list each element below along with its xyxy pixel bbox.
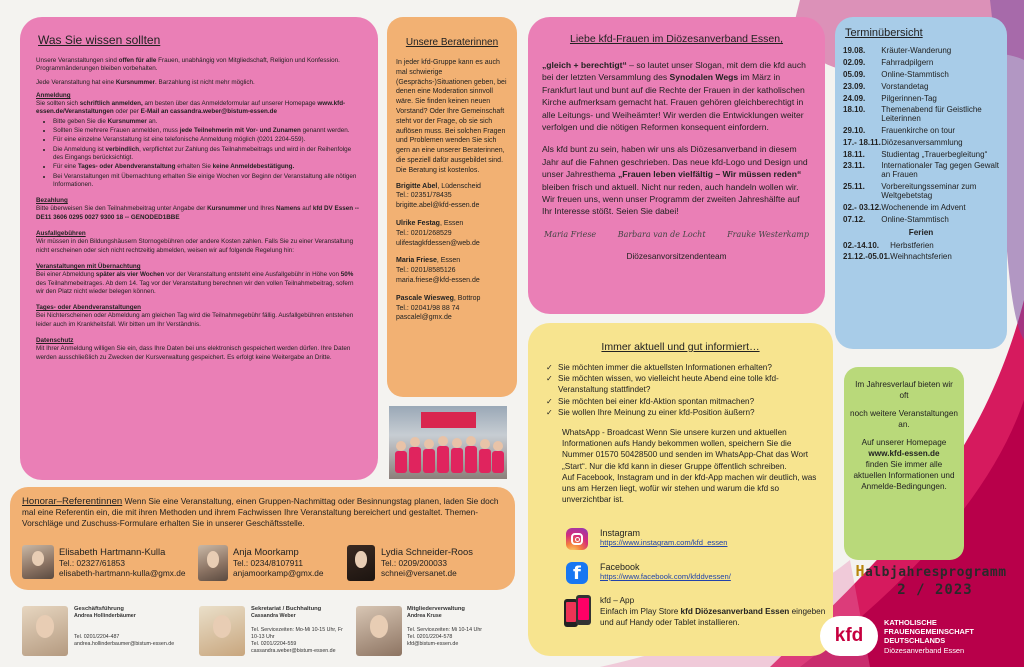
honorar-text: Honorar–Referentinnen Wenn Sie eine Veranstaltung, einen Gruppen-Nachmittag oder Besinnungstag planen, laden Sie doch mal eine Referentin ein, die mit ihren Methoden und ihrem Fachwissen Ihre Veranstaltung bereichert und gestaltet. Themen-Vorschläge und Zuschuss-Formulare erhalten Sie in unserer Geschäftsstelle. [22,496,499,529]
termin-title: Diözesanversammlung [881,137,963,147]
group-photo-figures [389,406,507,479]
info-panel [20,17,378,480]
facebook-icon[interactable]: f [566,562,588,584]
termin-row [843,160,999,181]
termin-date: 18.10. [843,105,866,115]
berater-person: Ulrike Festag, Essen Tel.: 0201/268529 ulifestagkfdessen@web.de [396,219,480,247]
berater-person: Pascale Wiesweg, Bottrop Tel.: 02041/98 88 74 pascalel@gmx.de [396,294,481,322]
signature: Barbara van de Locht [617,229,706,239]
phone-icon [564,595,592,629]
signature: Frauke Westerkamp [727,229,809,239]
ausfall-section: Ausfallgebühren Wir müssen in den Bildungshäusern Stornogebühren oder andere Kosten zahlen. Falls Sie zu einer Veranstaltung nicht erscheinen oder sich nicht rechtzeitig abmelden, weisen wir auf folgende Regelung hin: [36,230,354,254]
avatar [199,606,245,656]
termine-panel [835,17,1007,349]
aktuell-title: Immer aktuell und gut informiert… [601,341,760,353]
ferien-title: Weihnachtsferien [890,252,952,262]
anmeldung-bullet: • Bitte geben Sie die Kursnummer an. [53,118,362,126]
check-item: ✓ Sie möchten wissen, wo vielleicht heute Abend eine tolle kfd-Veranstaltung stattfindet? [546,374,779,395]
avatar [347,545,375,581]
termine-title: Terminübersicht [845,27,923,39]
termin-title: Vorstandetag [881,81,929,91]
termin-title: Frauenkirche on tour [881,126,956,136]
ferien-title: Herbstferien [890,240,934,250]
jahresverlauf-line: finden Sie immer alle aktuellen Informationen und Anmelde-Bedingungen. [853,460,955,491]
homepage-link[interactable]: www.kfd-essen.de [868,449,940,458]
termin-row [843,45,999,57]
termin-title: Kräuter-Wanderung [881,46,952,56]
termin-title: Internationaler Tag gegen Gewalt an Frauen [881,161,999,180]
facebook-link[interactable]: https://www.facebook.com/kfddvessen/ [600,572,731,581]
termin-date: 24.09. [843,93,866,103]
termin-date: 29.10. [843,126,866,136]
letter-panel [528,17,825,314]
letter-title: Liebe kfd-Frauen im Diözesanverband Essen, [569,33,784,45]
ferien-row [843,239,999,251]
termin-title: Wochenende im Advent [881,202,966,212]
staff-card: Geschäftsführung Andrea Hollinderbäumer Tel. 0201/2204-487 andrea.hollinderbaumer@bistum-essen.de [74,606,175,647]
bezahlung-section: Bezahlung Bitte überweisen Sie den Teilnahmebeitrag unter Angabe der Kursnummer und Ihres Namens auf kfd DV Essen -- DE11 3606 0295 0027 9300 18 -- GENODED1BBE [36,197,359,221]
berater-person: Brigitte Abel, Lüdenscheid Tel.: 02351/78435 brigitte.abel@kfd-essen.de [396,182,481,210]
termin-row [843,57,999,69]
letter-signatures [542,230,811,239]
letter-paragraph-1: „gleich + berechtigt“ – so lautet unser Slogan, mit dem die kfd auch bei der letzten Versammlung des Synodalen Wegs im März in Frankfurt laut und bunt auf die Rechte der Frauen in der katholischen Kirche aufmerksam gemacht hat. Frauen gehören gleichberechtigt in alle Leitungs- und Weiheämter! Wir werden die Entwicklungen weiter verfolgen und die nötigen Reformen konsequent einfordern. [542,60,806,133]
letter-team: Diözesanvorsitzendenteam [626,250,727,261]
check-item: ✓ Sie möchten immer die aktuellsten Informationen erhalten? [546,363,772,372]
termin-title: Studientag „Trauerbegleitung“ [881,149,988,159]
signature: Maria Friese [544,229,597,239]
berater-panel [387,17,517,397]
termin-date: 07.12. [843,214,866,224]
social-text: Auf Facebook, Instagram und in der kfd-App machen wir deutlich, was uns am Herzen liegt, wofür wir stehen und warum die kfd so unverzichtbar ist. [562,472,817,505]
termin-date: 19.08. [843,46,866,56]
termin-date: 05.09. [843,69,866,79]
ferien-label: Ferien [908,228,934,238]
termin-row [843,69,999,81]
termin-row [843,104,999,125]
honorar-title: Honorar–Referentinnen [22,496,123,507]
check-item: ✓ Sie wollen Ihre Meinung zu einer kfd-Position äußern? [546,407,755,417]
app-text: Einfach im Play Store kfd Diözesanverband Essen eingeben und auf Handy oder Tablet installieren. [600,607,826,628]
termin-row [843,181,999,202]
jahresverlauf-line: noch weitere Veranstaltungen an. [850,409,958,429]
termin-row [843,92,999,104]
termin-title: Themenabend für Geistliche Leiterinnen [881,105,982,124]
termin-row [843,125,999,137]
letter-paragraph-2: Als kfd bunt zu sein, haben wir uns als Diözesanverband in diesem Jahr auf die Fahnen geschrieben. Das neue kfd-Logo und Design und unser Jahresthema „Frauen leben vielfältig – Wir müssen reden“ bleiben frisch und aktuell. Nicht nur reden, auch handeln wollen wir. Wir freuen uns, wenn unser Programm der zweiten Jahreshälfte auf Ihr Interesse stößt. Seien Sie dabei! [542,144,808,217]
uebernachtung-section: Veranstaltungen mit Übernachtung Bei einer Abmeldung später als vier Wochen vor der Veranstaltung entsteht eine Ausfallgebühr in Höhe von 50% des Teilnahmebeitrages. Ab dem 14. Tag vor der Veranstaltung berechnen wir den vollen Teilnahmebeitrag, sofern wir den Platz nicht wieder belegen können. [36,262,354,295]
instagram-label: Instagram [600,528,641,538]
datenschutz-section: Datenschutz Mit Ihrer Anmeldung willigen Sie ein, dass Ihre Daten bei uns elektronisch gespeichert werden dürfen. Ihre Daten werden ausschließlich zu Zwecken der Kursverwaltung gespeichert. Es erfolgt keine Weitergabe an Dritte. [36,337,351,361]
ferien-table [843,239,999,263]
jahresverlauf-line: Im Jahresverlauf bieten wir oft [855,380,953,400]
ferien-date: 02.-14.10. [843,240,880,250]
termin-title: Online-Stammtisch [881,214,949,224]
instagram-link[interactable]: https://www.instagram.com/kfd_essen [600,538,728,547]
whatsapp-text: WhatsApp - Broadcast Wenn Sie unsere kurzen und aktuellen Informationen aufs Handy bekommen wollen, speichern Sie die Nummer 01570 50428500 und senden im WhatsApp-Chat das Wort „Start“. Nur die kfd kann in dieser Gruppe öffentlich schreiben. [562,428,809,471]
termin-row [843,202,999,214]
berater-title: Unsere Beraterinnen [405,37,499,48]
info-intro: Unsere Veranstaltungen sind offen für alle Frauen, unabhängig von Mitgliedschaft, Religion und Konfession. Programmänderungen bleiben vorbehalten. Jede Veranstaltung hat eine Kursnummer. Barzahlung ist nicht mehr möglich. [36,57,340,86]
facebook-label: Facebook [600,562,640,572]
termin-date: 23.11. [843,161,865,171]
termin-title: Pilgerinnen-Tag [881,93,937,103]
app-label: kfd – App [600,596,635,605]
termin-date: 02.09. [843,58,866,68]
program-year: 2 / 2023 [897,582,973,598]
anmeldung-bullet: • Für eine einzelne Veranstaltung ist eine telefonische Anmeldung möglich (0201 2204-559). [53,136,362,144]
aktuell-panel [528,323,833,656]
termin-date: 18.11. [843,149,865,159]
avatar [22,606,68,656]
termin-row [843,136,999,148]
staff-card: Mitgliederverwaltung Andrea Kruse Tel. Servicezeiten: Mi 10-14 Uhr Tel. 0201/2204-578 kfd@bistum-essen.de [407,606,483,647]
termin-title: Vorbereitungsseminar zum Weltgebetstag [881,182,977,201]
berater-person: Maria Friese, Essen Tel.: 0201/8585126 maria.friese@kfd-essen.de [396,257,480,284]
kfd-logo: kfd [820,616,878,656]
anmeldung-bullet: • Bei Veranstaltungen mit Übernachtung erhalten Sie einige Wochen vor Beginn der Veranstaltung alle nötigen Informationen. [53,173,362,190]
check-item: ✓ Sie möchten bei einer kfd-Aktion spontan mitmachen? [546,396,755,406]
termine-table [843,45,999,225]
termin-date: 25.11. [843,182,865,192]
info-title: Was Sie wissen sollten [38,33,161,47]
group-photo [389,406,507,479]
termin-row [843,213,999,225]
referentin-card: Anja Moorkamp Tel.: 0234/8107911 anjamoorkamp@gmx.de [233,546,324,579]
jahresverlauf-panel [844,367,964,560]
termin-title: Fahrradpilgern [881,58,934,68]
anmeldung-bullet: • Für eine Tages- oder Abendveranstaltung erhalten Sie keine Anmeldebestätigung. [53,163,362,171]
termin-date: 23.09. [843,81,866,91]
avatar [356,606,402,656]
anmeldung-section: Anmeldung Sie sollten sich schriftlich anmelden, am besten über das Anmeldeformular auf unserer Homepage www.kfd-essen.de/Veranstaltungen oder per E-Mail an cassandra.weber@bistum-essen.de • Bitte geben Sie die Kursnummer an. • Sollten Sie mehrere Frauen anmelden, muss jede Teilnehmerin mit Vor- und Zunamen genannt werden. • Für eine einzelne Veranstaltung ist eine telefonische Anmeldung möglich (0201 2204-559). • Die Anmeldung ist verbindlich, verpflichtet zur Zahlung des Teilnahmebeitrags und wird in der Reihenfolge des Eingangs berücksichtigt. • Für eine Tages- oder Abendveranstaltung erhalten Sie keine Anmeldebestätigung. • Bei Veranstaltungen mit Übernachtung erhalten Sie einige Wochen vor Beginn der Veranstaltung alle nötigen Informationen. [36,92,362,189]
check-icon: ✓ [546,407,553,417]
referentin-card: Lydia Schneider-Roos Tel.: 0209/200033 schnei@versanet.de [381,546,473,579]
aktuell-checklist [538,362,823,418]
avatar [198,545,228,581]
termin-date: 17.- 18.11. [843,137,881,147]
termin-row [843,80,999,92]
instagram-icon[interactable] [566,528,588,550]
berater-intro: In jeder kfd-Gruppe kann es auch mal schwierige (Gesprächs-)Situationen geben, bei denen eine Moderation sinnvoll wäre. Sie finden keinen neuen Vorstand? Oder Ihre Gemeinschaft steht vor der Frage, ob sie sich auflösen muss. Bei solchen Fragen und Problemen wenden Sie sich gern an eine unserer Beraterinnen, die speziell dafür ausgebildet sind. Die Beratung ist kostenlos. [396,59,507,174]
program-title: Halbjahresprogramm [855,562,1007,580]
kfd-brand-text: KATHOLISCHE FRAUENGEMEINSCHAFT DEUTSCHLANDS Diözesanverband Essen [884,618,974,655]
check-icon: ✓ [546,374,553,384]
referentin-card: Elisabeth Hartmann-Kulla Tel.: 02327/61853 elisabeth-hartmann-kulla@gmx.de [59,546,186,579]
ferien-date: 21.12.-05.01. [843,252,891,262]
check-icon: ✓ [546,363,553,372]
staff-card: Sekretariat / Buchhaltung Cassandra Weber Tel. Servicezeiten: Mo-Mi 10-15 Uhr, Fr 10-13 Uhr Tel. 0201/2204-559 cassandra.weber@bistum-essen.de [251,606,343,654]
berater-list [396,182,508,324]
avatar [22,545,54,579]
jahresverlauf-line: Auf unserer Homepage [861,438,947,447]
check-icon: ✓ [546,396,553,406]
termin-row [843,148,999,160]
termin-date: 02.- 03.12. [843,202,882,212]
tages-section: Tages- oder Abendveranstaltungen Bei Nichterscheinen oder Abmeldung am gleichen Tag wird die Teilnahmegebühr fällig. Ausfallgebühren entstehen leider auch im Krankheitsfall. Wir bitten um Ihr Verständnis. [36,304,354,328]
anmeldung-bullet: • Sollten Sie mehrere Frauen anmelden, muss jede Teilnehmerin mit Vor- und Zunamen genannt werden. [53,127,362,135]
anmeldung-bullet: • Die Anmeldung ist verbindlich, verpflichtet zur Zahlung des Teilnahmebeitrags und wird in der Reihenfolge des Eingangs berücksichtigt. [53,146,362,163]
termin-title: Online-Stammtisch [881,69,949,79]
ferien-row [843,251,999,263]
